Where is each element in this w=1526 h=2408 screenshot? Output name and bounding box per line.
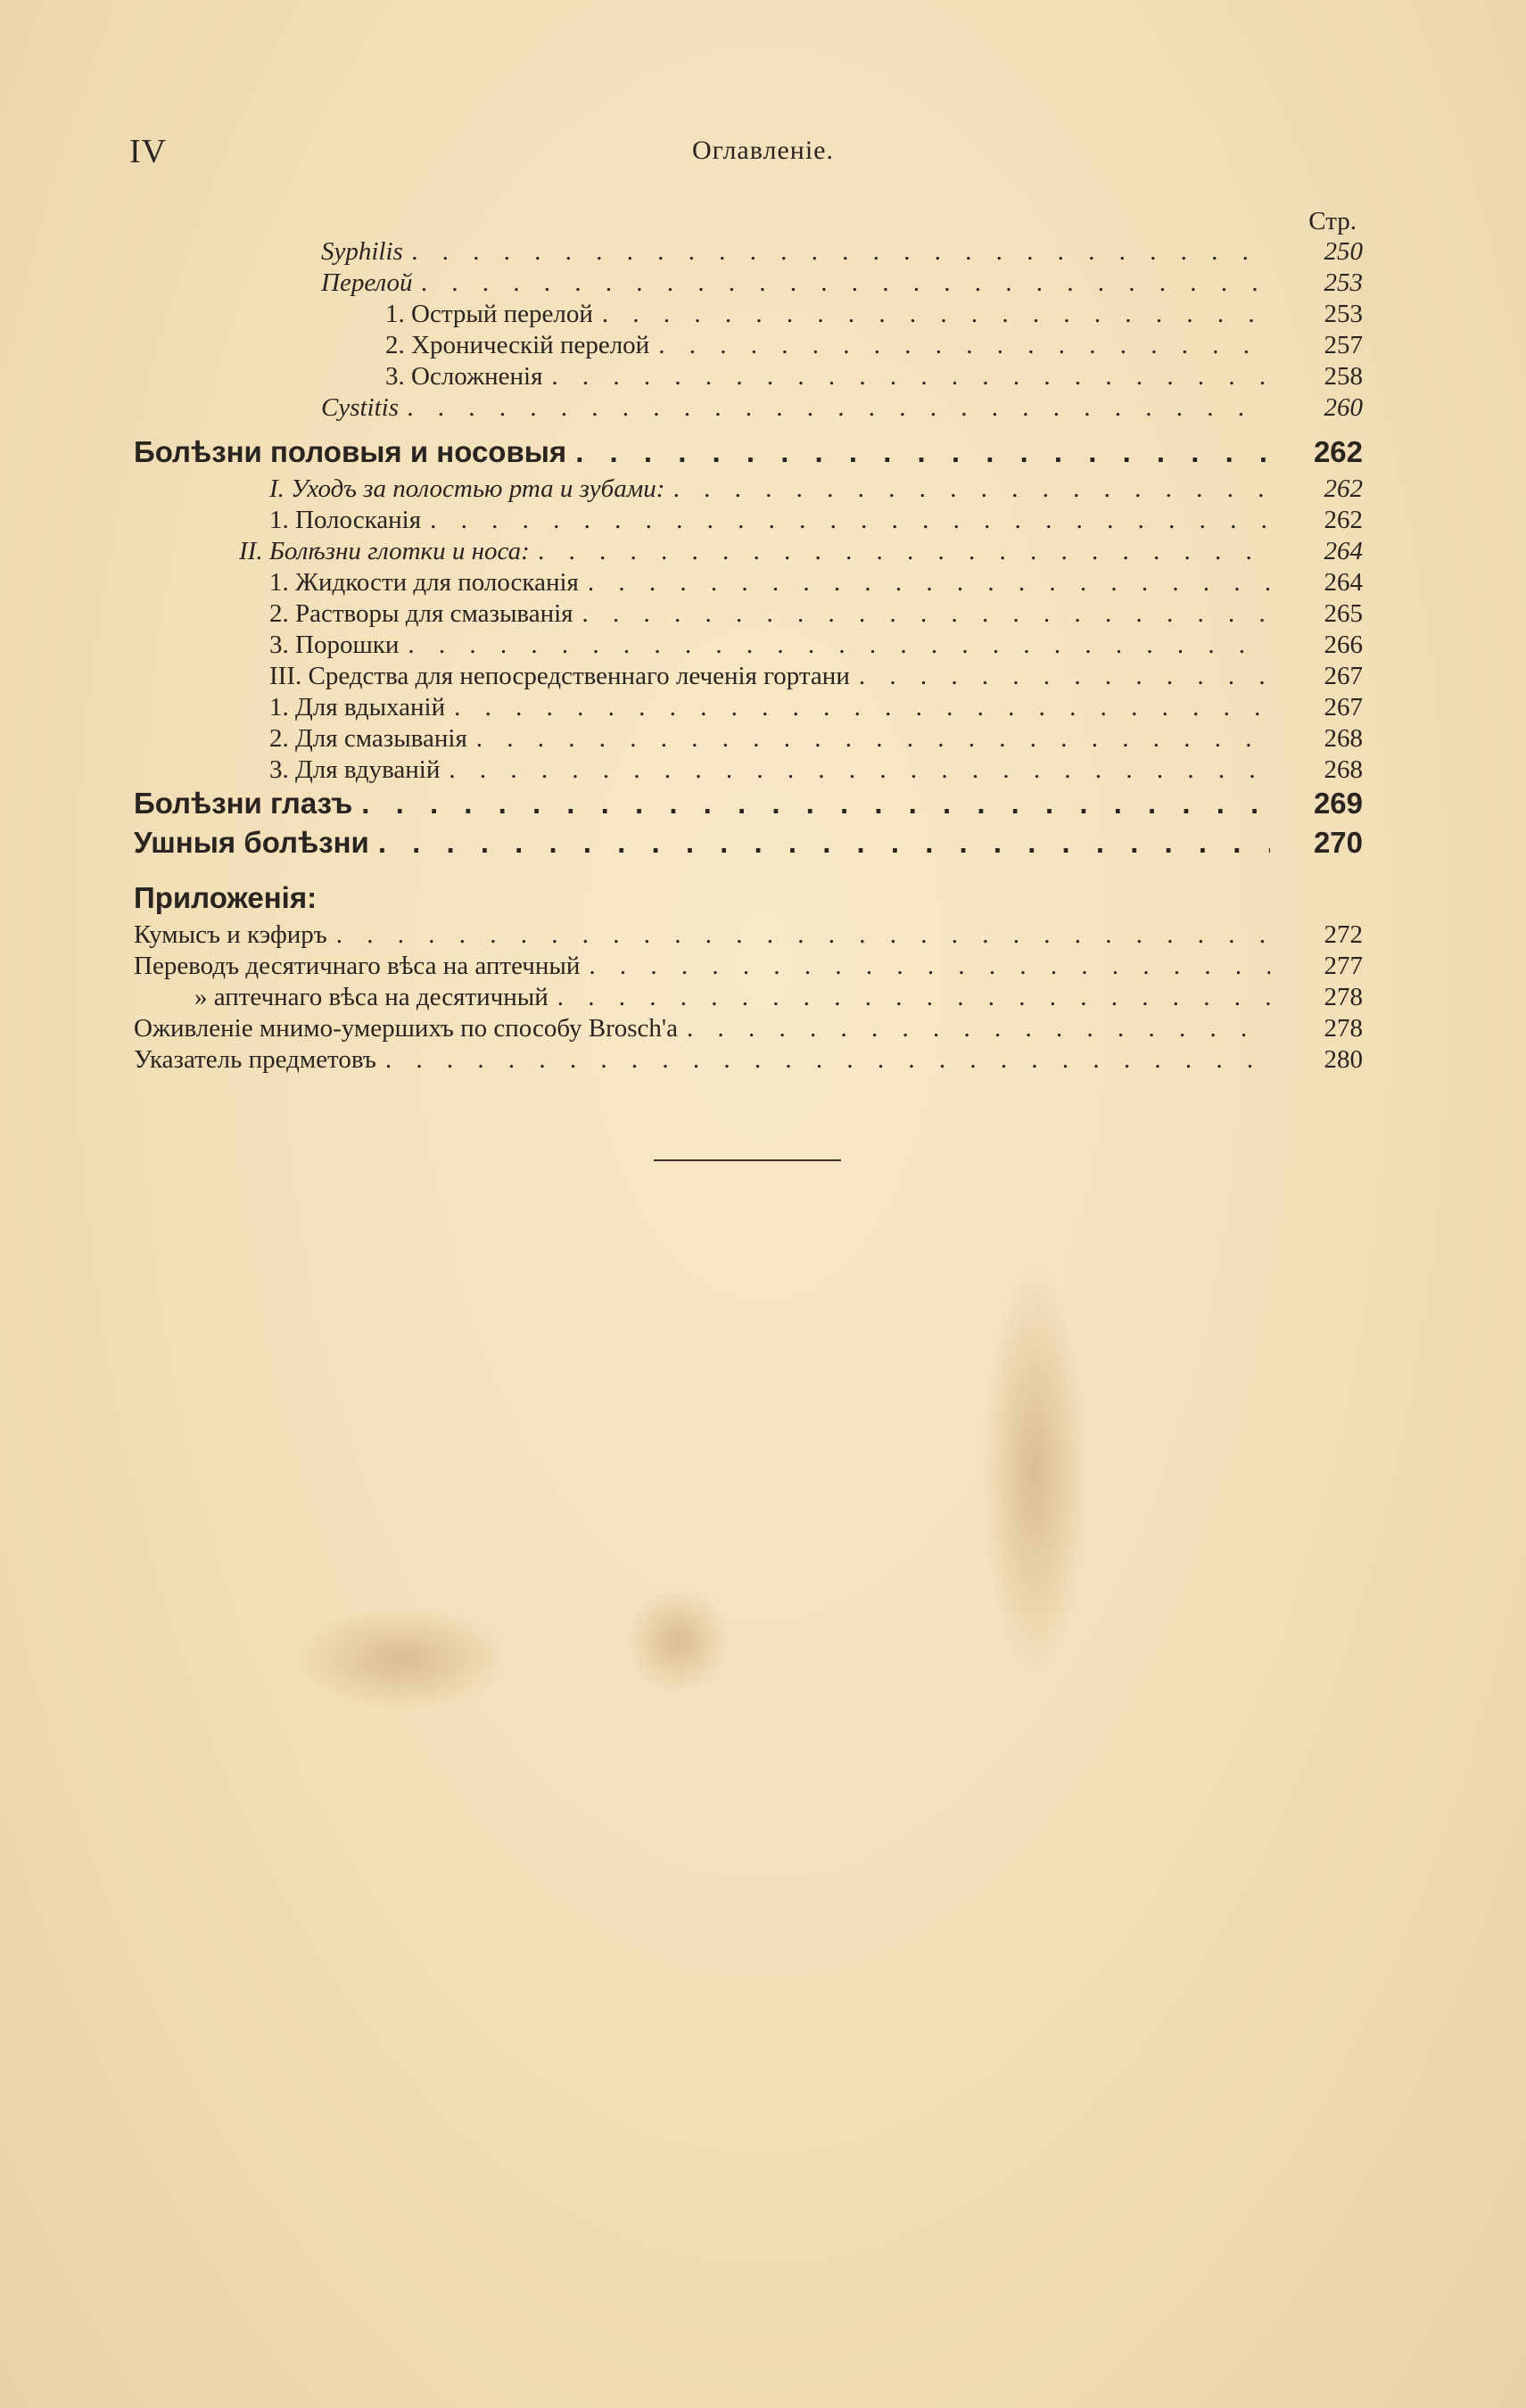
toc-entry-title: 2. Растворы для смазыванія bbox=[269, 599, 573, 628]
toc-entry-title: Переводъ десятичнаго вѣса на аптечный bbox=[134, 952, 581, 980]
toc-entry-title: 1. Для вдыханій bbox=[269, 693, 446, 722]
toc-entry-page: 265 bbox=[1324, 599, 1363, 628]
toc-entry-title: 2. Хроническій перелой bbox=[385, 331, 650, 359]
toc-entry-title: Ушныя болѣзни bbox=[134, 826, 369, 859]
toc-entry-title: 3. Для вдуваній bbox=[269, 755, 441, 784]
toc-entry-page: 262 bbox=[1324, 474, 1363, 503]
toc-entry[interactable] bbox=[134, 920, 1363, 952]
toc-entry-page: 278 bbox=[1324, 983, 1363, 1011]
toc-entry[interactable] bbox=[134, 983, 1363, 1014]
toc-entry-page: 270 bbox=[1313, 826, 1363, 859]
toc-entry[interactable] bbox=[134, 631, 1363, 662]
toc-entry[interactable] bbox=[134, 331, 1363, 362]
dot-leader bbox=[412, 237, 1270, 267]
toc-entry[interactable] bbox=[134, 662, 1363, 693]
appendix-title: Приложенія: bbox=[134, 881, 318, 914]
toc-entry[interactable] bbox=[134, 393, 1363, 425]
dot-leader bbox=[430, 506, 1270, 535]
toc-entry-page: 267 bbox=[1324, 693, 1363, 722]
toc-entry[interactable] bbox=[134, 362, 1363, 393]
toc-entry[interactable] bbox=[134, 755, 1363, 787]
toc-entry-page: 262 bbox=[1313, 435, 1363, 468]
toc-entry[interactable] bbox=[134, 1045, 1363, 1076]
toc-entry-page: 278 bbox=[1324, 1014, 1363, 1043]
toc-entry-title: Кумысъ и кэфиръ bbox=[134, 920, 327, 949]
toc-entry-title: 3. Осложненія bbox=[385, 362, 543, 391]
toc-entry[interactable] bbox=[134, 568, 1363, 599]
dot-leader bbox=[687, 1014, 1270, 1043]
dot-leader bbox=[658, 331, 1270, 360]
toc-entry-title: Syphilis bbox=[321, 237, 403, 266]
dot-leader bbox=[557, 983, 1270, 1012]
dot-leader bbox=[588, 568, 1270, 598]
toc-entry[interactable] bbox=[134, 599, 1363, 631]
dot-leader bbox=[602, 300, 1270, 329]
toc-entry-page: 250 bbox=[1324, 237, 1363, 266]
toc-entry-page: 268 bbox=[1324, 755, 1363, 784]
toc-entry-page: 268 bbox=[1324, 724, 1363, 753]
toc-entry[interactable] bbox=[134, 787, 1363, 826]
toc-entry-title: » аптечнаго вѣса на десятичный bbox=[194, 983, 549, 1011]
toc-entry-page: 264 bbox=[1324, 568, 1363, 597]
dot-leader bbox=[575, 435, 1270, 469]
toc-entry-title: 1. Острый перелой bbox=[385, 300, 593, 328]
dot-leader bbox=[408, 631, 1270, 660]
page-column-label: Стр. bbox=[1308, 207, 1357, 235]
toc-entry-page: 257 bbox=[1324, 331, 1363, 359]
dot-leader bbox=[454, 693, 1270, 722]
dot-leader bbox=[539, 537, 1270, 566]
toc-entry[interactable] bbox=[134, 693, 1363, 724]
dot-leader bbox=[476, 724, 1270, 754]
toc-entry-title: Болѣзни глазъ bbox=[134, 787, 353, 820]
dot-leader bbox=[385, 1045, 1270, 1075]
toc-entry-title: Оживленіе мнимо-умершихъ по способу Brosch'а bbox=[134, 1014, 678, 1043]
toc-entry-title: Болѣзни половыя и носовыя bbox=[134, 435, 567, 468]
dot-leader bbox=[673, 474, 1270, 504]
toc-entry-title: I. Уходъ за полостью рта и зубами: bbox=[269, 474, 665, 503]
toc-entry[interactable] bbox=[134, 952, 1363, 983]
running-head: Оглавленіе. bbox=[692, 136, 834, 165]
toc-entry[interactable] bbox=[134, 506, 1363, 537]
toc-entry-title: II. Болѣзни глотки и носа: bbox=[239, 537, 530, 565]
stain bbox=[624, 1587, 731, 1695]
toc-entry-page: 267 bbox=[1324, 662, 1363, 690]
toc-entry[interactable] bbox=[134, 1014, 1363, 1045]
toc-entry[interactable] bbox=[134, 237, 1363, 268]
toc-entry-title: 1. Полосканія bbox=[269, 506, 422, 534]
toc-entry-title: 2. Для смазыванія bbox=[269, 724, 467, 753]
dot-leader bbox=[859, 662, 1270, 691]
table-of-contents bbox=[134, 237, 1363, 1076]
toc-entry-title: 1. Жидкости для полосканія bbox=[269, 568, 579, 597]
toc-entry[interactable] bbox=[134, 474, 1363, 506]
toc-entry-page: 253 bbox=[1324, 268, 1363, 297]
toc-entry-page: 264 bbox=[1324, 537, 1363, 565]
toc-entry-page: 253 bbox=[1324, 300, 1363, 328]
toc-entry-title: Перелой bbox=[321, 268, 413, 297]
dot-leader bbox=[589, 952, 1270, 981]
toc-entry-page: 280 bbox=[1324, 1045, 1363, 1074]
toc-entry-page: 262 bbox=[1324, 506, 1363, 534]
dot-leader bbox=[378, 826, 1270, 860]
toc-entry[interactable] bbox=[134, 435, 1363, 474]
dot-leader bbox=[449, 755, 1270, 785]
dot-leader bbox=[408, 393, 1270, 423]
dot-leader bbox=[582, 599, 1270, 629]
dot-leader bbox=[361, 787, 1270, 821]
toc-entry-title: III. Средства для непосредственнаго леченія гортани bbox=[269, 662, 850, 690]
toc-entry-page: 258 bbox=[1324, 362, 1363, 391]
stain bbox=[981, 1266, 1088, 1677]
toc-entry[interactable] bbox=[134, 826, 1363, 865]
toc-entry-page: 260 bbox=[1324, 393, 1363, 422]
toc-entry-title: 3. Порошки bbox=[269, 631, 400, 659]
toc-entry[interactable] bbox=[134, 724, 1363, 755]
toc-entry-page: 272 bbox=[1324, 920, 1363, 949]
toc-entry[interactable] bbox=[134, 537, 1363, 568]
divider-rule bbox=[654, 1159, 841, 1161]
dot-leader bbox=[421, 268, 1270, 298]
dot-leader bbox=[551, 362, 1270, 392]
dot-leader bbox=[336, 920, 1270, 950]
stain bbox=[294, 1605, 508, 1712]
page-number: IV bbox=[129, 133, 168, 170]
toc-entry-title: Cystitis bbox=[321, 393, 400, 422]
toc-entry-page: 269 bbox=[1313, 787, 1363, 820]
toc-entry-title: Указатель предметовъ bbox=[134, 1045, 376, 1074]
toc-entry-page: 277 bbox=[1324, 952, 1363, 980]
toc-entry[interactable] bbox=[134, 300, 1363, 331]
toc-entry-page: 266 bbox=[1324, 631, 1363, 659]
toc-entry[interactable] bbox=[134, 268, 1363, 300]
